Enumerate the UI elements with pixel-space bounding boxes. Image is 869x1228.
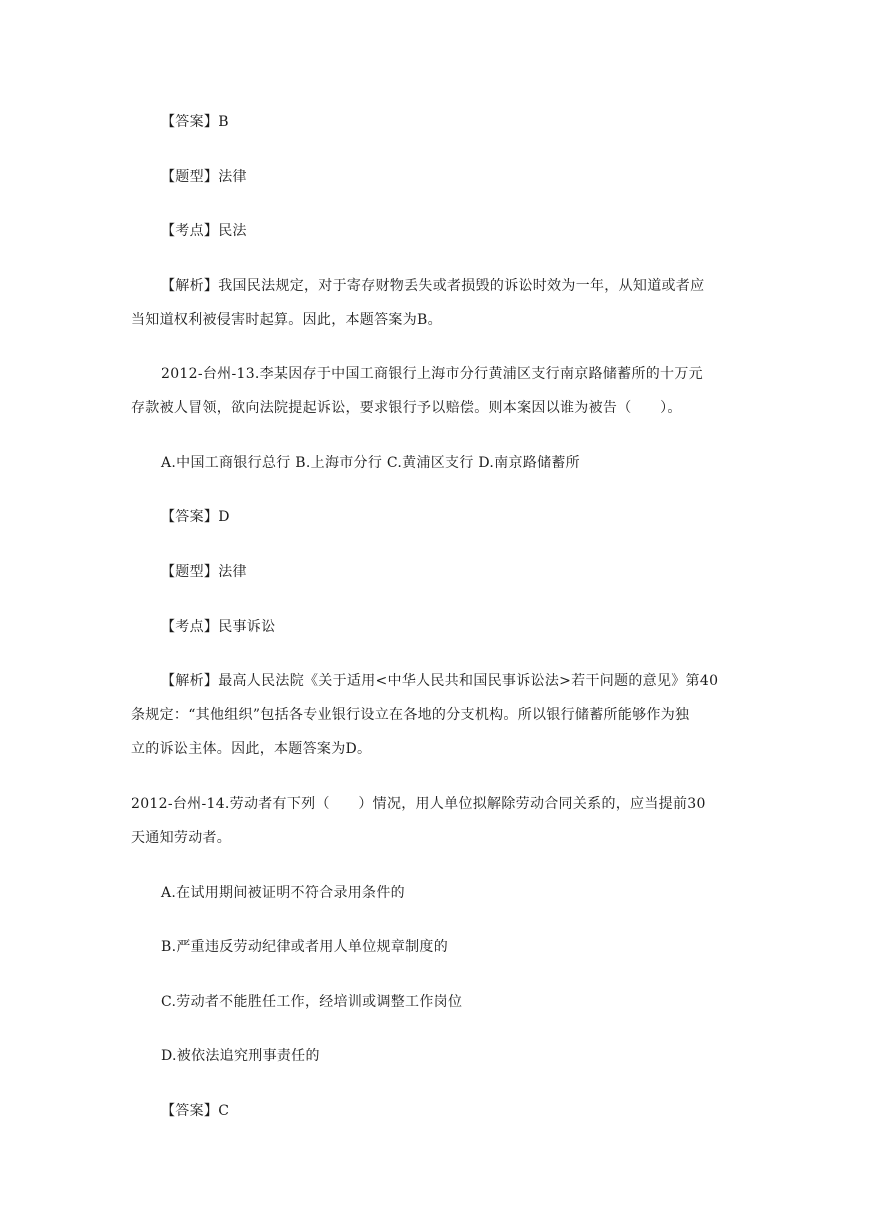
answer-line: 【答案】C xyxy=(161,1103,230,1119)
option-c: C.劳动者不能胜任工作，经培训或调整工作岗位 xyxy=(161,994,463,1010)
type-line: 【题型】法律 xyxy=(161,169,247,185)
answer-line: 【答案】B xyxy=(161,114,229,130)
topic-line: 【考点】民事诉讼 xyxy=(161,619,276,635)
analysis-continuation: 立的诉讼主体。因此，本题答案为D。 xyxy=(131,741,372,757)
analysis-continuation: 条规定：“其他组织”包括各专业银行设立在各地的分支机构。所以银行储蓄所能够作为独 xyxy=(131,707,690,723)
type-line: 【题型】法律 xyxy=(161,564,247,580)
question-line: 2012-台州-13.李某因存于中国工商银行上海市分行黄浦区支行南京路储蓄所的十万元 xyxy=(161,366,703,382)
question-continuation: 存款被人冒领，欲向法院提起诉讼，要求银行予以赔偿。则本案因以谁为被告（ ）。 xyxy=(131,400,682,416)
question-line: 2012-台州-14.劳动者有下列（ ）情况，用人单位拟解除劳动合同关系的，应当提前30 xyxy=(131,796,706,812)
answer-line: 【答案】D xyxy=(161,509,230,525)
analysis-line: 【解析】最高人民法院《关于适用<中华人民共和国民事诉讼法>若干问题的意见》第40 xyxy=(161,673,719,689)
option-b: B.严重违反劳动纪律或者用人单位规章制度的 xyxy=(161,939,449,955)
question-continuation: 天通知劳动者。 xyxy=(131,830,232,846)
options-line: A.中国工商银行总行 B.上海市分行 C.黄浦区支行 D.南京路储蓄所 xyxy=(161,455,580,471)
analysis-continuation: 当知道权利被侵害时起算。因此，本题答案为B。 xyxy=(131,312,442,328)
option-a: A.在试用期间被证明不符合录用条件的 xyxy=(161,885,405,901)
topic-line: 【考点】民法 xyxy=(161,223,247,239)
option-d: D.被依法追究刑事责任的 xyxy=(161,1048,320,1064)
analysis-line: 【解析】我国民法规定，对于寄存财物丢失或者损毁的诉讼时效为一年，从知道或者应 xyxy=(161,278,705,294)
